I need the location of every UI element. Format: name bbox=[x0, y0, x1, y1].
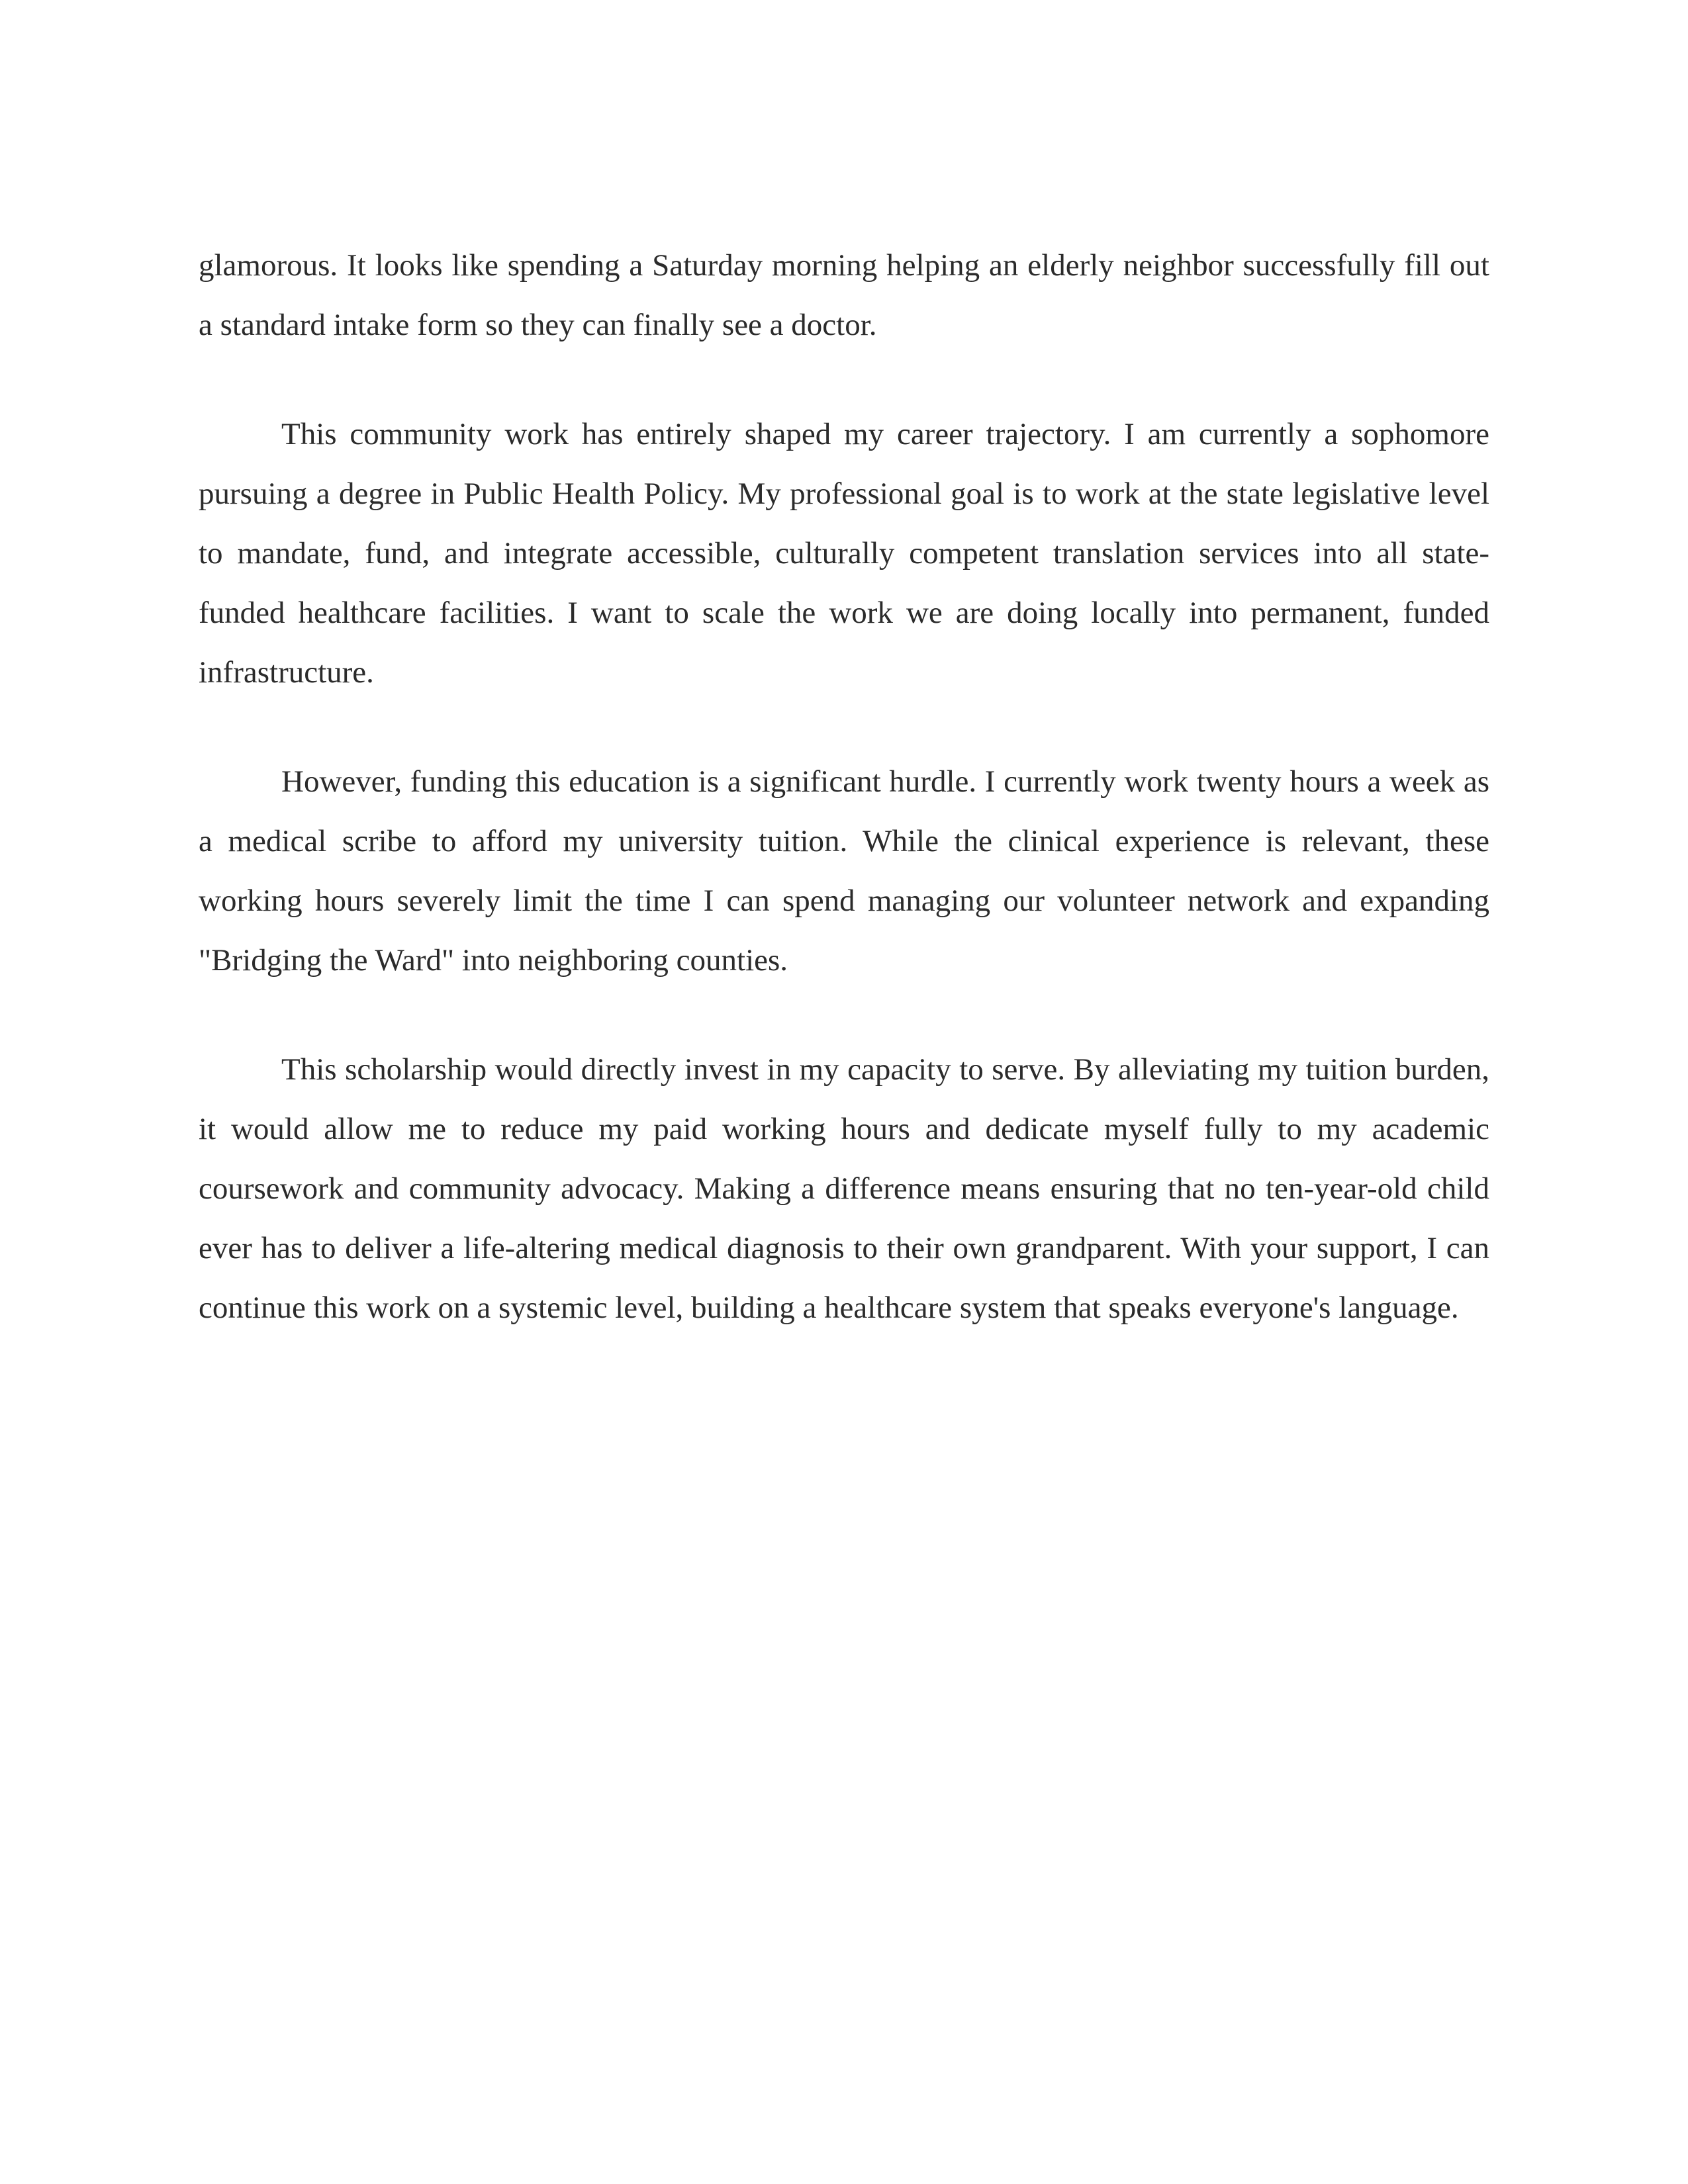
paragraph-funding-hurdle: However, funding this education is a significant hurdle. I currently work twenty hours a week as a medical scribe to afford my university tuition. While the clinical experience is relevant, these working hours severely limit the time I can spend managing our volunteer network and expanding "Bridging the Ward" into neighboring counties. bbox=[199, 764, 1489, 978]
document-page bbox=[199, 236, 1489, 1387]
paragraph-scholarship-impact: This scholarship would directly invest in my capacity to serve. By alleviating my tuition burden, it would allow me to reduce my paid working hours and dedicate myself fully to my academic coursework and community advocacy. Making a difference means ensuring that no ten-year-old child ever has to deliver a life-altering medical diagnosis to their own grandparent. With your support, I can continue this work on a systemic level, building a healthcare system that speaks everyone's language. bbox=[199, 1052, 1489, 1325]
paragraph-continuation: glamorous. It looks like spending a Saturday morning helping an elderly neighbor successfully fill out a standard intake form so they can finally see a doctor. bbox=[199, 248, 1489, 342]
paragraph-career-trajectory: This community work has entirely shaped my career trajectory. I am currently a sophomore pursuing a degree in Public Health Policy. My professional goal is to work at the state legislative level to mandate, fund, and integrate accessible, culturally competent translation services into all state-funded healthcare facilities. I want to scale the work we are doing locally into permanent, funded infrastructure. bbox=[199, 417, 1489, 690]
